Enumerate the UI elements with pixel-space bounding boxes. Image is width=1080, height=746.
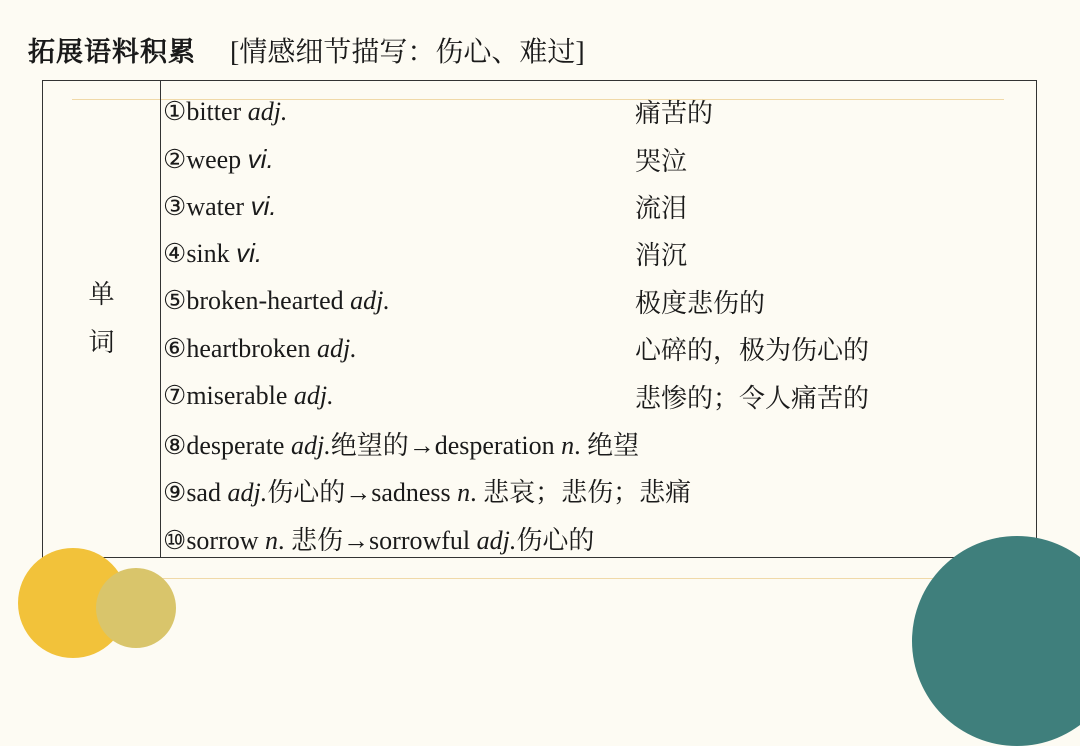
item-word: sorrow	[186, 525, 266, 555]
arrow-icon: →	[345, 478, 372, 508]
bottom-divider	[72, 578, 1004, 579]
derived-row	[161, 467, 1036, 514]
category-char: 单	[88, 280, 115, 309]
decorative-circle-teal	[912, 536, 1080, 746]
word-row	[161, 135, 1036, 182]
item-number: ⑨	[163, 478, 187, 508]
item-word: broken-hearted	[186, 286, 351, 316]
item-word: weep	[186, 144, 248, 174]
item-word: heartbroken	[186, 333, 317, 363]
word-row	[161, 372, 1036, 419]
item-meaning: 悲惨的；令人痛苦的	[635, 383, 870, 413]
item-pos: adj.	[227, 478, 268, 508]
item-pos: vi.	[247, 143, 274, 174]
page-subtitle: [情感细节描写：伤心、难过]	[230, 37, 585, 68]
item-word: desperate	[186, 430, 291, 460]
item-meaning: 极度悲伤的	[635, 288, 766, 318]
item-pos: adj.	[316, 333, 357, 363]
derived-row	[161, 420, 1036, 467]
word-row	[161, 88, 1036, 135]
item-number: ⑩	[163, 525, 187, 555]
derived-meaning: 伤心的	[516, 525, 595, 555]
word-row	[161, 230, 1036, 277]
decorative-circle-tan	[96, 568, 176, 648]
word-row	[161, 183, 1036, 230]
category-cell	[43, 81, 161, 557]
item-number: ③	[163, 191, 187, 221]
category-char: 词	[88, 328, 115, 357]
item-pos: vi.	[250, 190, 277, 221]
item-word: sad	[186, 478, 228, 508]
derived-row	[161, 515, 1036, 562]
item-word: miserable	[186, 381, 294, 411]
item-meaning: 流泪	[635, 193, 688, 223]
item-number: ①	[163, 96, 187, 126]
item-number: ④	[163, 239, 187, 269]
rows-container	[161, 81, 1036, 557]
derived-meaning: . 绝望	[574, 430, 640, 460]
word-row	[161, 325, 1036, 372]
vocabulary-table	[42, 80, 1037, 558]
arrow-icon: →	[408, 430, 435, 460]
item-pos: vi.	[236, 238, 263, 269]
derived-pos: n	[561, 430, 575, 460]
derived-meaning: . 悲哀；悲伤；悲痛	[470, 478, 692, 508]
item-pos: adj.	[293, 381, 334, 411]
item-meaning: 伤心的	[267, 478, 346, 508]
derived-pos: adj.	[476, 525, 517, 555]
item-word: sink	[186, 239, 237, 269]
item-pos: adj.	[290, 430, 331, 460]
item-word: bitter	[186, 96, 248, 126]
item-number: ⑦	[163, 381, 187, 411]
item-number: ⑤	[163, 286, 187, 316]
item-pos: adj.	[350, 286, 390, 316]
item-meaning: 痛苦的	[635, 99, 714, 129]
title-bar	[28, 30, 585, 70]
item-number: ⑥	[163, 333, 187, 363]
page-title: 拓展语料积累	[28, 37, 196, 68]
item-meaning: 心碎的，极为伤心的	[635, 336, 870, 366]
item-meaning: . 悲伤	[278, 525, 344, 555]
derived-word: sadness	[371, 478, 458, 508]
item-word: water	[186, 191, 251, 221]
item-meaning: 绝望的	[330, 430, 409, 460]
item-pos: adj.	[247, 96, 288, 126]
item-number: ②	[163, 144, 187, 174]
derived-word: desperation	[434, 430, 562, 460]
item-meaning: 哭泣	[635, 146, 688, 176]
word-row	[161, 278, 1036, 325]
item-number: ⑧	[163, 430, 187, 460]
derived-word: sorrowful	[369, 525, 477, 555]
arrow-icon: →	[343, 525, 370, 555]
item-meaning: 消沉	[635, 241, 688, 271]
item-pos: n	[265, 525, 279, 555]
derived-pos: n	[457, 478, 471, 508]
